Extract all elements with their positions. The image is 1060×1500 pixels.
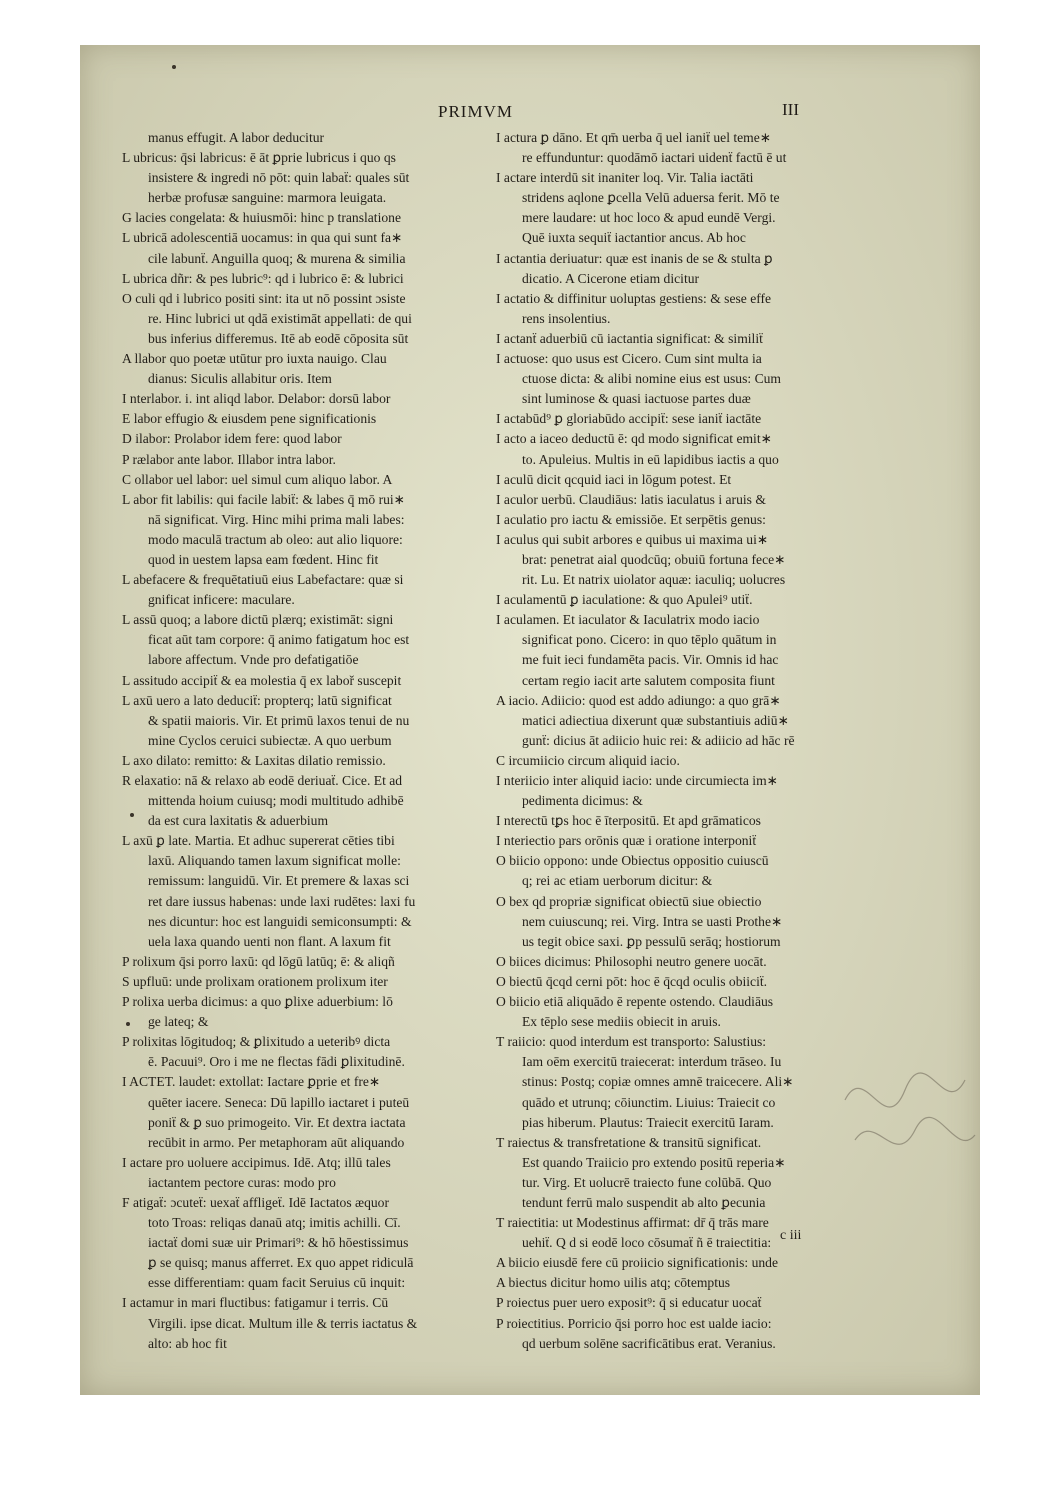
margin-dot xyxy=(172,65,176,69)
text-line: A llabor quo poetæ utūtur pro iuxta nauigo. Clau xyxy=(122,351,387,367)
text-line: rit. Lu. Et natrix uiolator aquæ: iaculiq; uolucres xyxy=(522,572,786,588)
text-line: O biicio etiā aliquādo ē repente ostendo. Claudiāus xyxy=(496,994,774,1010)
text-line: gunẗ: dicius āt adiicio huic rei: & adiicio ad hāc rē xyxy=(522,732,795,748)
text-line: dicatio. A Cicerone etiam dicitur xyxy=(522,270,700,286)
text-line: I aculor uerbū. Claudiāus: latis iaculatus i aruis & xyxy=(496,491,766,507)
text-line: cile labunẗ. Anguilla quoq; & murena & similia xyxy=(148,250,406,266)
text-line: brat: penetrat aial quodcūq; obuiū fortuna fece∗ xyxy=(522,551,786,567)
text-line: ficat aūt tam corpore: q̄ animo fatigatum hoc est xyxy=(148,632,410,648)
text-line: ꝑ se quisq; manus afferret. Ex quo appet ridiculā xyxy=(148,1255,414,1271)
text-line: I nteriectio pars orōnis quæ i oratione interponiẗ xyxy=(496,833,757,849)
text-line: gnificat inficere: maculare. xyxy=(148,592,295,608)
text-line: P roiectus puer uero exposit⁹: q̄ si educatur uocaẗ xyxy=(496,1295,762,1311)
text-line: ge lateq; & xyxy=(148,1014,209,1030)
text-line: T raiicio: quod interdum est transporto: Salustius: xyxy=(496,1034,767,1050)
text-line: L ubricā adolescentiā uocamus: in qua qui sunt fa∗ xyxy=(122,230,403,246)
pen-doodle-flourish xyxy=(835,1060,985,1180)
text-line: qd uerbum solēne sacrificātibus erat. Veranius. xyxy=(522,1335,776,1351)
text-line: L axū ꝑ late. Martia. Et adhuc supererat cēties tibi xyxy=(122,833,395,849)
text-line: mere laudare: ut hoc loco & apud eundē Vergi. xyxy=(522,210,776,226)
text-line: rens insolentius. xyxy=(522,310,611,326)
left-text-column xyxy=(122,128,498,1351)
text-line: L ubricus: q̄si labricus: ē āt ꝑprie lubricus i quo qs xyxy=(122,150,396,166)
text-line: L assū quoq; a labore dictū plærq; existimāt: signi xyxy=(122,612,394,628)
text-line: iactaẗ domi suæ uir Primari⁹: & hō hōestissimus xyxy=(148,1235,409,1251)
text-line: toto Troas: reliqas danaū atq; imitis achilli. Cī. xyxy=(148,1215,401,1231)
text-line: I nterectū tꝑs hoc ē īterpositū. Et apd grāmaticos xyxy=(496,813,761,829)
text-line: L abefacere & frequētatiuū eius Labefactare: quæ si xyxy=(122,572,404,588)
text-line: to. Apuleius. Multis in eū lapidibus iactis a quo xyxy=(522,451,779,467)
text-line: I actabūd⁹ ꝑ gloriabūdo accipiẗ: sese ianiẗ iactāte xyxy=(496,411,762,427)
text-line: me fuit ieci fundamēta pacis. Vir. Omnis id hac xyxy=(522,652,779,668)
text-line: E labor effugio & eiusdem pene significationis xyxy=(122,411,377,427)
text-line: P roiectitius. Porricio q̄si porro hoc est ualde iacio: xyxy=(496,1315,772,1331)
text-line: O biectū q̄cqd cerni pōt: hoc ē q̄cqd oculis obiiciẗ. xyxy=(496,973,768,989)
text-line: iactantem pectore curas: modo pro xyxy=(148,1174,336,1190)
text-line: pias hiberum. Plautus: Traiecit exercitū Iaram. xyxy=(522,1114,774,1130)
text-line: certam regio iacit arte salutem composita fiunt xyxy=(522,672,775,688)
text-line: P rolixitas lōgitudoq; & ꝑlixitudo a ueteribꝰ dicta xyxy=(122,1034,391,1050)
text-line: L axū uero a lato deduciẗ: propterq; latū significat xyxy=(122,692,392,708)
text-line: I actantia deriuatur: quæ est inanis de se & stulta ꝑ xyxy=(496,250,773,266)
text-line: tendunt ferrū malo suspendit ab alto ꝑecunia xyxy=(522,1194,766,1210)
text-line: re. Hinc lubrici ut qdā existimāt appellati: de qui xyxy=(148,310,412,326)
text-line: Virgili. ipse dicat. Multum ille & terris iactatus & xyxy=(148,1315,418,1331)
text-line: dianus: Siculis allabitur oris. Item xyxy=(148,371,332,387)
text-line: I aculus qui subit arbores e quibus ui maxima ui∗ xyxy=(496,531,769,547)
running-head: PRIMVM xyxy=(438,102,513,121)
text-line: O culi qd i lubrico positi sint: ita ut nō possint ɔsiste xyxy=(122,290,406,306)
text-line: I nteriicio inter aliquid iacio: unde circumiecta im∗ xyxy=(496,773,779,788)
text-line: alto: ab hoc fit xyxy=(148,1335,227,1351)
text-line: F atigaẗ: ɔcuteẗ: uexaẗ affligeẗ. Idē Iactatos æquor xyxy=(122,1194,389,1210)
text-line: A biectus dicitur homo uilis atq; cōtemptus xyxy=(496,1275,731,1291)
text-line: I aculatio pro iactu & emissiōe. Et serpētis genus: xyxy=(496,511,766,527)
text-line: O biices dicimus: Philosophi neutro genere uocāt. xyxy=(496,953,767,969)
text-line: Quē iuxta sequiẗ iactantior ancus. Ab hoc xyxy=(522,230,746,246)
text-line: nem cuiuscunq; rei. Virg. Intra se uasti Prothe∗ xyxy=(522,913,783,929)
text-line: D ilabor: Prolabor idem fere: quod labor xyxy=(122,431,342,447)
text-line: labore affectum. Vnde pro defatigatiōe xyxy=(148,652,359,668)
text-line: mittenda hoium cuiusq; modi multitudo adhibē xyxy=(148,793,404,809)
text-line: tur. Virg. Et uolucrē traiecto fune colūbā. Quo xyxy=(522,1174,772,1190)
text-line: I aculū dicit qcquid iaci in lōgum potest. Et xyxy=(496,471,732,487)
text-line: G lacies congelata: & huiusmōi: hinc p translatione xyxy=(122,210,401,226)
margin-dot xyxy=(130,813,134,817)
text-line: O biicio oppono: unde Obiectus oppositio cuiuscū xyxy=(496,853,769,869)
text-line: I actura ꝑ dāno. Et qm̄ uerba q̄ uel ianiẗ uel teme∗ xyxy=(496,130,772,145)
text-line: L abor fit labilis: qui facile labiẗ: & labes q̄ mō rui∗ xyxy=(122,491,406,507)
text-line: significat pono. Cicero: in quo tēplo quātum in xyxy=(522,632,777,648)
text-line: P rolixum q̄si porro laxū: qd lōgū latūq; ē: & aliqñ xyxy=(122,953,395,969)
text-line: ē. Pacuui⁹. Oro i me ne flectas fādi ꝑlixitudinē. xyxy=(148,1054,405,1070)
text-line: T raiectus & transfretatione & transitū significat. xyxy=(496,1134,762,1150)
text-line: quod in uestem lapsa eam fœdent. Hinc fit xyxy=(148,551,379,567)
text-line: nā significat. Virg. Hinc mihi prima mali labes: xyxy=(148,511,405,527)
text-line: L ubrica dñr: & pes lubric⁹: qd i lubrico ē: & lubrici xyxy=(122,270,404,286)
text-line: I aculamen. Et iaculator & Iaculatrix modo iacio xyxy=(496,612,760,628)
margin-dot xyxy=(126,1022,130,1026)
text-line: quādo et utrunq; cōiunctim. Liuius: Traiecit co xyxy=(522,1094,776,1110)
text-line: re effunduntur: quodāmō iactari uidenẗ factū ē ut xyxy=(522,150,787,166)
text-line: uehiẗ. Q d si eodē loco cōsumaẗ ñ ē traiectitia: xyxy=(522,1235,772,1251)
text-line: insistere & ingredi nō pōt: quin labaẗ: quales sūt xyxy=(148,170,410,186)
right-text-column xyxy=(496,128,866,1351)
text-line: & spatii maioris. Vir. Et primū laxos tenui de nu xyxy=(148,712,410,728)
text-line: I actatio & diffinitur uoluptas gestiens: & sese effe xyxy=(496,290,772,306)
text-line: A iacio. Adiicio: quod est addo adiungo: a quo grā∗ xyxy=(496,692,781,708)
text-line: da est cura laxitatis & aduerbium xyxy=(148,813,329,829)
text-line: I ACTET. laudet: extollat: Iactare ꝑprie et fre∗ xyxy=(122,1074,381,1090)
text-line: mine Cyclos ceruici subiectæ. A quo uerbum xyxy=(148,732,392,748)
text-line: matici adiectiua dixerunt quæ substantiuis adiū∗ xyxy=(522,712,789,728)
text-line: I actanẗ aduerbiū cū iactantia significat: & similiẗ xyxy=(496,330,763,346)
text-line: manus effugit. A labor deducitur xyxy=(148,130,325,145)
text-line: I actare interdū sit inaniter loq. Vir. Talia iactāti xyxy=(496,170,754,186)
text-line: ctuose dicta: & alibi nomine eius est usus: Cum xyxy=(522,371,782,387)
text-line: I aculamentū ꝑ iaculatione: & quo Apulei⁹ utiẗ. xyxy=(496,592,753,608)
text-line: P rolixa uerba dicimus: a quo ꝑlixe aduerbium: lō xyxy=(122,994,393,1010)
text-line: P rælabor ante labor. Illabor intra labor. xyxy=(122,451,336,467)
folio-number: III xyxy=(782,100,799,119)
text-line: recūbit in armo. Per metaphoram aūt aliquando xyxy=(148,1134,405,1150)
text-line: sint luminose & quasi iactuose partes duæ xyxy=(522,391,751,407)
text-line: q; rei ac etiam uerborum dicitur: & xyxy=(522,873,713,889)
text-line: ret dare iussus habenas: unde laxi rudētes: laxi fu xyxy=(148,893,416,909)
text-line: I actamur in mari fluctibus: fatigamur i terris. Cū xyxy=(122,1295,389,1311)
text-line: T raiectitia: ut Modestinus affirmat: dr̄ q̄ trās mare xyxy=(496,1215,769,1231)
text-line: I actuose: quo usus est Cicero. Cum sint multa ia xyxy=(496,351,762,367)
text-line: poniẗ & ꝑ suo primogeito. Vir. Et dextra iactata xyxy=(148,1114,406,1130)
text-line: C ollabor uel labor: uel simul cum aliquo labor. A xyxy=(122,471,393,487)
text-line: Ex tēplo sese mediis obiecit in aruis. xyxy=(522,1014,721,1030)
text-line: herbæ profusæ sanguine: marmora leuigata. xyxy=(148,190,387,206)
text-line: S upfluū: unde prolixam orationem prolixum iter xyxy=(122,973,388,989)
text-line: quēter iacere. Seneca: Dū lapillo iactaret i puteū xyxy=(148,1094,410,1110)
text-line: bus inferius differemus. Itē ab eodē cōposita sūt xyxy=(148,330,409,346)
text-line: Est quando Traiicio pro extendo positū reperia∗ xyxy=(522,1154,786,1170)
text-line: esse differentiam: quam facit Seruius cū inquit: xyxy=(148,1275,406,1291)
text-line: L axo dilato: remitto: & Laxitas dilatio remissio. xyxy=(122,752,386,768)
text-line: remissum: languidū. Vir. Et premere & laxas sci xyxy=(148,873,410,889)
text-line: I acto a iaceo deductū ē: qd modo significat emit∗ xyxy=(496,431,772,447)
text-line: uela laxa quando uenti non flant. A laxum fit xyxy=(148,933,391,949)
text-line: stridens aqlone ꝑcella Velū aduersa ferit. Mō te xyxy=(522,190,780,206)
signature-mark: c iii xyxy=(780,1228,802,1243)
text-line: Iam oēm exercitū traiecerat: interdum trāseo. Iu xyxy=(522,1054,782,1070)
text-line: O bex qd propriæ significat obiectū siue obiectio xyxy=(496,893,762,909)
text-line: I actare pro uoluere accipimus. Idē. Atq; illū tales xyxy=(122,1154,391,1170)
text-line: pedimenta dicimus: & xyxy=(522,793,643,809)
text-line: us tegit obice saxi. ꝑp pessulū serāq; hostiorum xyxy=(522,933,781,949)
text-line: stinus: Postq; copiæ omnes amnē traicecere. Ali∗ xyxy=(522,1074,794,1090)
text-line: R elaxatio: nā & relaxo ab eodē deriuaẗ. Cice. Et ad xyxy=(122,773,403,788)
text-line: C ircumiicio circum aliquid iacio. xyxy=(496,752,680,768)
text-line: laxū. Aliquando tamen laxum significat molle: xyxy=(148,853,401,869)
text-line: L assitudo accipiẗ & ea molestia q̄ ex laboř suscepit xyxy=(122,672,402,688)
text-line: modo maculā tractum ab oleo: aut alio liquore: xyxy=(148,531,403,547)
text-line: nes dicuntur: hoc est languidi semiconsumpti: & xyxy=(148,913,412,929)
text-line: A biicio eiusdē fere cū proiicio significationis: unde xyxy=(496,1255,778,1271)
text-line: I nterlabor. i. int aliqd labor. Delabor: dorsū labor xyxy=(122,391,391,407)
